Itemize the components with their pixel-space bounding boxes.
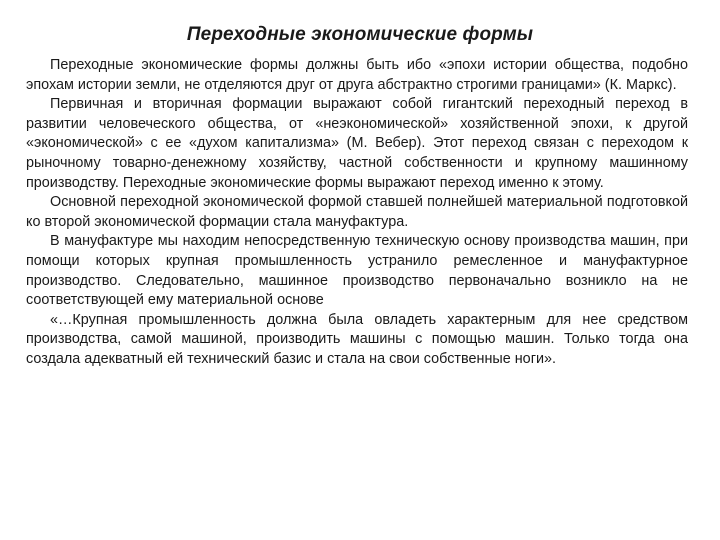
paragraph-large-industry-quote: «…Крупная промышленность должна была овладеть характерным для нее средством производства, самой машиной, производить машины с помощью машин. Только тогда она создала адекватный ей технический базис и стала на свои собственные ноги». — [26, 311, 688, 367]
slide-title: Переходные экономические формы — [186, 24, 534, 45]
paragraph-machine-production: В мануфактуре мы находим непосредственную техническую основу производства машин, при помощи которых крупная промышленность устранило ремесленное и мануфактурное производство. Следовательно, машинное производство первоначально возникло на не соответствующей ему материальной основе — [26, 233, 688, 309]
paragraph-manufactory: Основной переходной экономической формой ставшей полнейшей материальной подготовкой ко второй экономической формации стала мануфактура. — [26, 194, 688, 230]
slide-body — [26, 56, 688, 370]
paragraph-marx-quote: Переходные экономические формы должны быть ибо «эпохи истории общества, подобно эпохам истории земли, не отделяются друг от друга абстрактно строгими границами» (К. Маркс). — [26, 57, 688, 93]
paragraph-formations: Первичная и вторичная формации выражают собой гигантский переходный переход в развитии человеческого общества, от «неэкономической» хозяйственной эпохи, к другой «экономической» с ее «духом капитализма» (М. Вебер). Этот переход связан с переходом к рыночному товарно-денежному хозяйству, частной собственности и крупному машинному производству. Переходные экономические формы выражают переход именно к этому. — [26, 96, 688, 191]
